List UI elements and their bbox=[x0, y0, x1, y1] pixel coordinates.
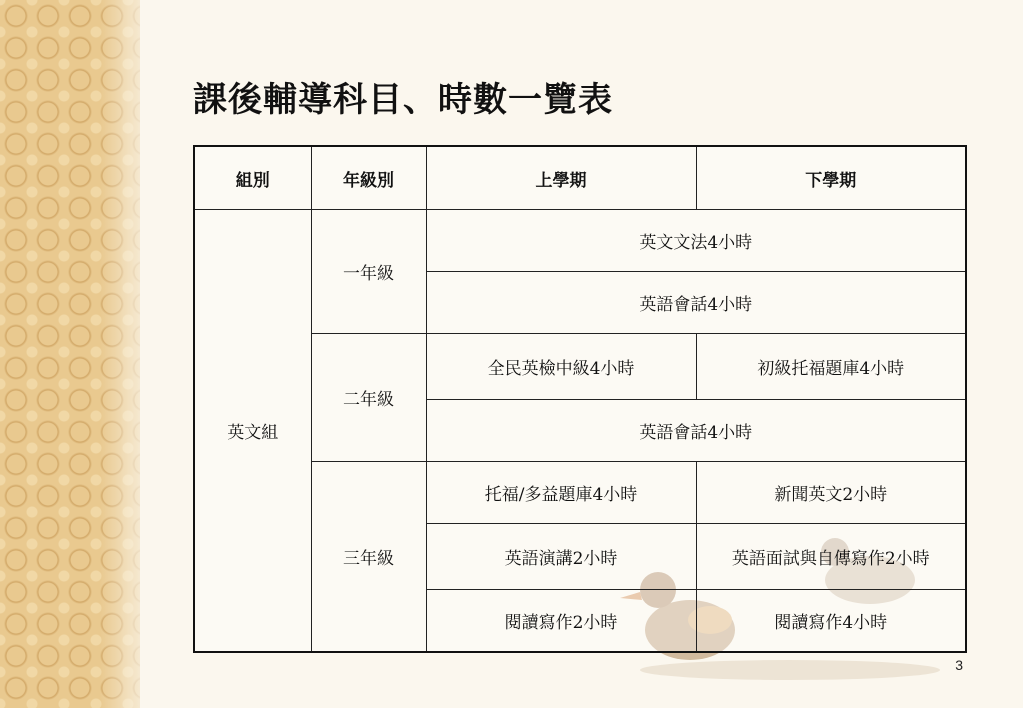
table-cell: 托福/多益題庫4小時 bbox=[426, 462, 696, 524]
header-grade: 年級別 bbox=[311, 146, 426, 210]
grade-cell-3: 三年級 bbox=[311, 462, 426, 652]
table-cell: 全民英檢中級4小時 bbox=[426, 334, 696, 400]
table-cell: 英語演講2小時 bbox=[426, 524, 696, 590]
table-cell: 新聞英文2小時 bbox=[696, 462, 966, 524]
table-cell: 閱讀寫作4小時 bbox=[696, 590, 966, 652]
page-number: 3 bbox=[955, 657, 963, 673]
group-cell: 英文組 bbox=[194, 210, 311, 652]
table-cell: 英文文法4小時 bbox=[426, 210, 966, 272]
table-cell: 初級托福題庫4小時 bbox=[696, 334, 966, 400]
table-cell: 英語會話4小時 bbox=[426, 272, 966, 334]
pattern-fade bbox=[100, 0, 190, 708]
table-header-row bbox=[194, 146, 966, 210]
slide-title: 課後輔導科目、時數一覽表 bbox=[193, 80, 613, 120]
header-first-semester: 上學期 bbox=[426, 146, 696, 210]
grade-cell-2: 二年級 bbox=[311, 334, 426, 462]
table-cell: 英語會話4小時 bbox=[426, 400, 966, 462]
header-second-semester: 下學期 bbox=[696, 146, 966, 210]
table-cell: 閱讀寫作2小時 bbox=[426, 590, 696, 652]
grade-cell-1: 一年級 bbox=[311, 210, 426, 334]
course-hours-table bbox=[193, 145, 967, 653]
table-cell: 英語面試與自傳寫作2小時 bbox=[696, 524, 966, 590]
table-row bbox=[194, 210, 966, 272]
header-group: 組別 bbox=[194, 146, 311, 210]
